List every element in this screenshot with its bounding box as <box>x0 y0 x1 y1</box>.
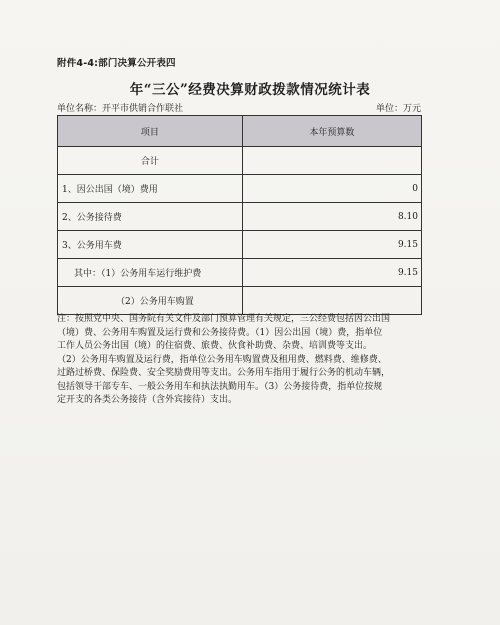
row-item-vehicle-purchase: （2）公务用车购置 <box>58 287 243 315</box>
table-row <box>58 203 422 231</box>
table-row <box>58 231 422 259</box>
notes-line: 注：按照党中央、国务院有关文件及部门预算管理有关规定，三公经费包括因公出国 <box>57 314 391 324</box>
unit-name: 单位名称：开平市供销合作联社 <box>57 104 184 114</box>
budget-table <box>57 115 422 315</box>
row-item-overseas: 1、因公出国（境）费用 <box>58 175 243 203</box>
notes-line: 工作人员公务出国（境）的住宿费、旅费、伙食补助费、杂费、培训费等支出。 <box>57 341 373 351</box>
row-item-reception: 2、公务接待费 <box>58 203 243 231</box>
row-item-total: 合计 <box>58 147 243 175</box>
notes-paragraph <box>57 313 427 408</box>
notes-line: （2）公务用车购置及运行费，指单位公务用车购置费及租用费、燃料费、维修费、 <box>57 354 387 365</box>
table-header-row <box>58 116 422 147</box>
unit-currency: 单位：万元 <box>375 104 421 114</box>
row-value-vehicle-maintenance: 9.15 <box>242 259 421 287</box>
table-row <box>58 259 422 287</box>
row-value-vehicle: 9.15 <box>242 231 421 259</box>
row-value-reception: 8.10 <box>242 203 421 231</box>
row-value-vehicle-purchase <box>242 287 421 315</box>
table-row <box>58 175 422 203</box>
document-title: 年“三公”经费决算财政拨款情况统计表 <box>129 82 371 98</box>
header-item: 项目 <box>58 116 243 147</box>
notes-line: 过路过桥费、保险费、安全奖励费用等支出。公务用车指用于履行公务的机动车辆， <box>57 368 391 378</box>
notes-line: （境）费、公务用车购置及运行费和公务接待费。（1）因公出国（境）费，指单位 <box>57 327 383 338</box>
table-row <box>58 147 422 175</box>
header-budget: 本年预算数 <box>242 116 421 147</box>
row-value-total <box>242 147 421 175</box>
attachment-label: 附件4-4:部门决算公开表四 <box>57 58 176 69</box>
row-item-vehicle: 3、公务用车费 <box>58 231 243 259</box>
row-item-vehicle-maintenance: 其中：（1）公务用车运行维护费 <box>58 259 243 287</box>
row-value-overseas: 0 <box>242 175 421 203</box>
table-row <box>58 287 422 315</box>
notes-line: 包括领导干部专车、一般公务用车和执法执勤用车。（3）公务接待费，指单位按规 <box>57 381 383 392</box>
notes-line: 定开支的各类公务接待（含外宾接待）支出。 <box>57 395 238 405</box>
